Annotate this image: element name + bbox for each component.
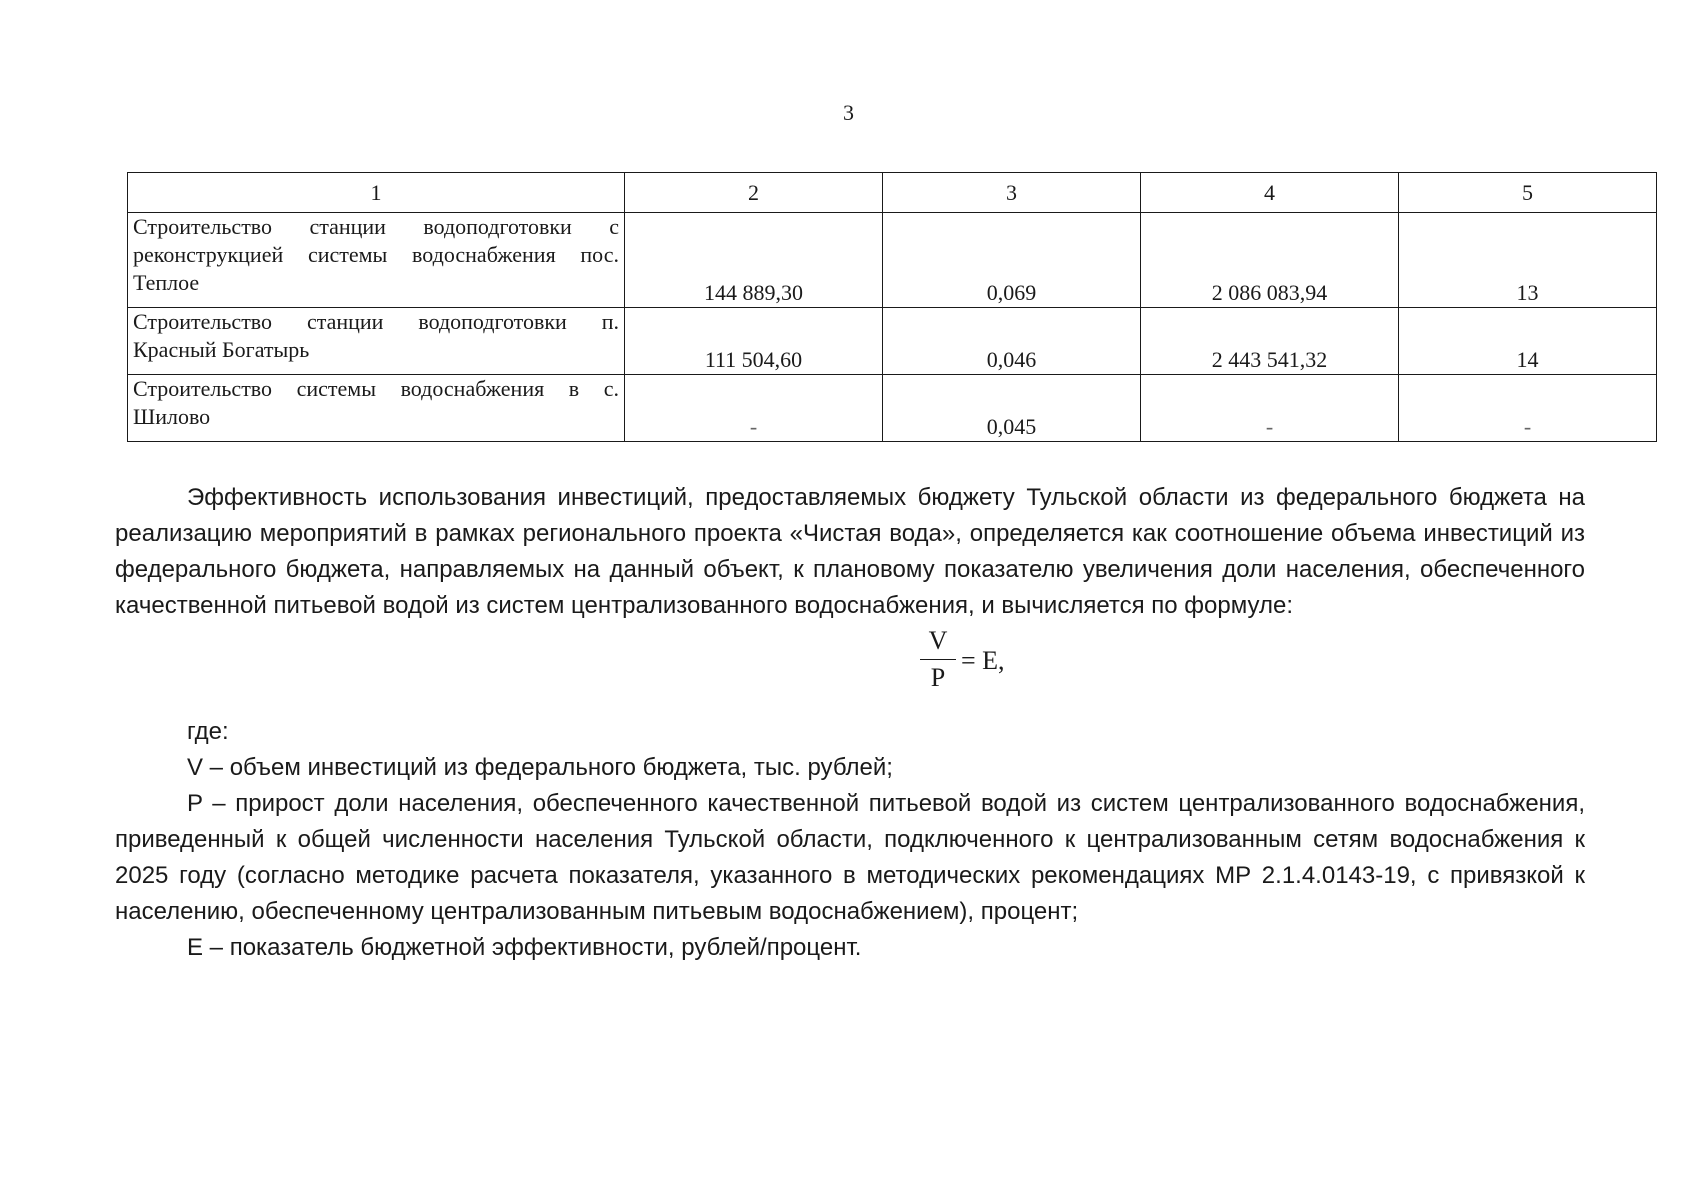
intro-paragraph: Эффективность использования инвестиций, предоставляемых бюджету Тульской области из федерального бюджета на реализацию мероприятий в рамках регионального проекта «Чистая вода», определяется как соотношение объема инвестиций из федерального бюджета, направляемых на данный объект, к плановому показателю увеличения доли населения, обеспеченного качественной питьевой водой из систем централизованного водоснабжения, и вычисляется по формуле: — [115, 484, 1585, 619]
table-cell: 14 — [1399, 308, 1657, 375]
investment-table — [127, 172, 1657, 442]
where-label: где: — [187, 718, 229, 745]
table-cell: 2 443 541,32 — [1141, 308, 1399, 375]
column-header: 2 — [625, 173, 883, 213]
table-row — [128, 213, 1657, 308]
formula-result: = E, — [961, 646, 1005, 675]
formula-fraction — [920, 626, 956, 693]
object-name-cell: Строительство системы водоснабжения в с. Шилово — [128, 375, 625, 442]
table-cell: - — [1141, 375, 1399, 442]
column-header: 5 — [1399, 173, 1657, 213]
table-cell: 13 — [1399, 213, 1657, 308]
table-row — [128, 375, 1657, 442]
table-row — [128, 308, 1657, 375]
table-cell: 0,069 — [883, 213, 1141, 308]
body-text — [115, 480, 1585, 966]
table-cell: - — [1399, 375, 1657, 442]
definition-e: E – показатель бюджетной эффективности, рублей/процент. — [187, 934, 862, 961]
column-header: 4 — [1141, 173, 1399, 213]
table-cell: 0,046 — [883, 308, 1141, 375]
table-cell: 144 889,30 — [625, 213, 883, 308]
table-cell: - — [625, 375, 883, 442]
object-name-cell: Строительство станции водоподготовки с реконструкцией системы водоснабжения пос. Теплое — [128, 213, 625, 308]
table-cell: 111 504,60 — [625, 308, 883, 375]
definition-p: P – прирост доли населения, обеспеченного качественной питьевой водой из систем централизованного водоснабжения, приведенный к общей численности населения Тульской области, подключенного к централизованным сетям водоснабжения к 2025 году (согласно методике расчета показателя, указанного в методических рекомендациях МР 2.1.4.0143-19, с привязкой к населению, обеспеченному централизованным питьевым водоснабжением), процент; — [115, 790, 1585, 925]
table-cell: 0,045 — [883, 375, 1141, 442]
page-number: 3 — [843, 100, 854, 125]
table-header-row — [128, 173, 1657, 213]
column-header: 3 — [883, 173, 1141, 213]
column-header: 1 — [128, 173, 625, 213]
definition-v: V – объем инвестиций из федерального бюджета, тыс. рублей; — [187, 754, 893, 781]
table-cell: 2 086 083,94 — [1141, 213, 1399, 308]
formula-denominator: P — [930, 663, 946, 692]
fraction-bar — [920, 659, 956, 660]
object-name-cell: Строительство станции водоподготовки п. Красный Богатырь — [128, 308, 625, 375]
formula-numerator: V — [928, 626, 948, 655]
efficiency-formula — [115, 624, 1585, 714]
